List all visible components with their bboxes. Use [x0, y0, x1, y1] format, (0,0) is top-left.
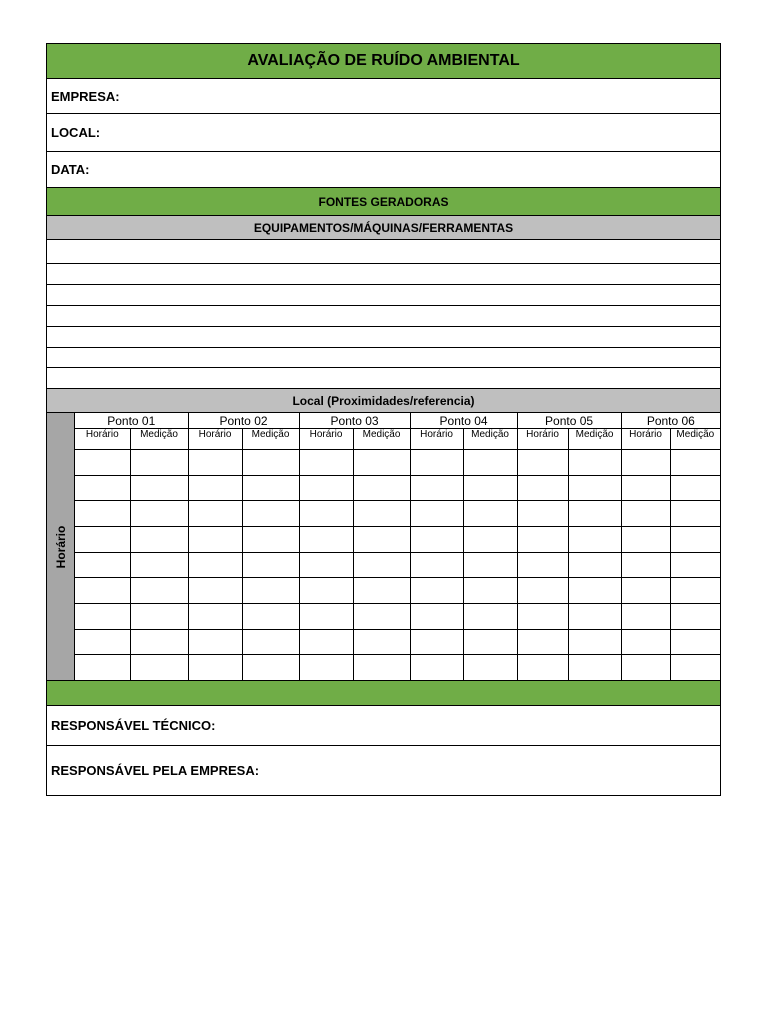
medicao-cell[interactable]	[353, 475, 410, 501]
horario-cell[interactable]	[410, 450, 463, 476]
horario-cell[interactable]	[188, 629, 242, 655]
horario-cell[interactable]	[621, 501, 670, 527]
horario-cell[interactable]	[410, 578, 463, 604]
horario-cell[interactable]	[75, 552, 130, 578]
horario-cell[interactable]	[621, 629, 670, 655]
medicao-cell[interactable]	[353, 450, 410, 476]
medicao-cell[interactable]	[568, 501, 621, 527]
medicao-cell[interactable]	[463, 527, 517, 553]
medicao-cell[interactable]	[568, 604, 621, 630]
measurement-row	[75, 450, 720, 476]
empresa-field[interactable]	[47, 79, 720, 114]
measurement-row	[75, 501, 720, 527]
medicao-cell[interactable]	[130, 501, 188, 527]
fontes-geradoras-header: FONTES GERADORAS	[47, 188, 720, 216]
horario-cell[interactable]	[75, 604, 130, 630]
horario-subheader: Horário	[299, 429, 353, 450]
medicao-cell[interactable]	[568, 552, 621, 578]
measurement-row	[75, 655, 720, 680]
form-title: AVALIAÇÃO DE RUÍDO AMBIENTAL	[47, 44, 720, 79]
medicao-cell[interactable]	[242, 552, 299, 578]
local-label: LOCAL:	[51, 125, 101, 140]
medicao-cell[interactable]	[353, 629, 410, 655]
medicao-cell[interactable]	[463, 578, 517, 604]
medicao-cell[interactable]	[353, 552, 410, 578]
medicao-cell[interactable]	[670, 527, 720, 553]
ponto-header: Ponto 03	[299, 413, 410, 429]
medicao-cell[interactable]	[568, 578, 621, 604]
measurement-row	[75, 629, 720, 655]
medicao-cell[interactable]	[353, 578, 410, 604]
medicao-cell[interactable]	[130, 578, 188, 604]
horario-cell[interactable]	[410, 629, 463, 655]
measurement-grid	[47, 413, 720, 681]
medicao-cell[interactable]	[353, 655, 410, 680]
medicao-cell[interactable]	[463, 552, 517, 578]
horario-cell[interactable]	[188, 604, 242, 630]
horario-cell[interactable]	[621, 604, 670, 630]
local-field[interactable]	[47, 114, 720, 152]
medicao-cell[interactable]	[130, 604, 188, 630]
medicao-cell[interactable]	[353, 527, 410, 553]
horario-cell[interactable]	[299, 501, 353, 527]
medicao-cell[interactable]	[242, 475, 299, 501]
horario-side-label: Horário	[47, 413, 75, 680]
medicao-subheader: Medição	[670, 429, 720, 450]
equipamento-row[interactable]	[47, 348, 720, 368]
measurement-row	[75, 475, 720, 501]
medicao-cell[interactable]	[568, 527, 621, 553]
medicao-cell[interactable]	[130, 527, 188, 553]
medicao-cell[interactable]	[670, 629, 720, 655]
horario-cell[interactable]	[75, 475, 130, 501]
horario-cell[interactable]	[188, 501, 242, 527]
horario-cell[interactable]	[188, 450, 242, 476]
medicao-subheader: Medição	[568, 429, 621, 450]
horario-cell[interactable]	[621, 450, 670, 476]
equipamento-row[interactable]	[47, 285, 720, 306]
horario-cell[interactable]	[188, 475, 242, 501]
horario-subheader: Horário	[517, 429, 568, 450]
medicao-cell[interactable]	[670, 501, 720, 527]
medicao-cell[interactable]	[463, 501, 517, 527]
horario-cell[interactable]	[621, 578, 670, 604]
medicao-cell[interactable]	[242, 527, 299, 553]
horario-cell[interactable]	[517, 450, 568, 476]
medicao-cell[interactable]	[130, 655, 188, 680]
medicao-cell[interactable]	[463, 475, 517, 501]
horario-cell[interactable]	[299, 655, 353, 680]
medicao-cell[interactable]	[670, 450, 720, 476]
horario-cell[interactable]	[410, 475, 463, 501]
medicao-subheader: Medição	[463, 429, 517, 450]
local-proximidades-header: Local (Proximidades/referencia)	[47, 389, 720, 413]
medicao-cell[interactable]	[670, 475, 720, 501]
ponto-header: Ponto 01	[75, 413, 188, 429]
medicao-cell[interactable]	[242, 578, 299, 604]
equipamento-row[interactable]	[47, 264, 720, 285]
horario-cell[interactable]	[410, 655, 463, 680]
horario-cell[interactable]	[517, 501, 568, 527]
horario-cell[interactable]	[517, 629, 568, 655]
horario-cell[interactable]	[410, 552, 463, 578]
equipamento-row[interactable]	[47, 368, 720, 389]
equipamentos-header: EQUIPAMENTOS/MÁQUINAS/FERRAMENTAS	[47, 216, 720, 240]
medicao-subheader: Medição	[242, 429, 299, 450]
horario-cell[interactable]	[75, 501, 130, 527]
medicao-cell[interactable]	[242, 450, 299, 476]
horario-cell[interactable]	[188, 527, 242, 553]
horario-cell[interactable]	[188, 655, 242, 680]
horario-cell[interactable]	[517, 655, 568, 680]
responsavel-tecnico-field[interactable]	[47, 706, 720, 746]
horario-cell[interactable]	[621, 655, 670, 680]
horario-cell[interactable]	[299, 629, 353, 655]
measurement-row	[75, 578, 720, 604]
equipamento-row[interactable]	[47, 327, 720, 348]
medicao-cell[interactable]	[463, 450, 517, 476]
horario-cell[interactable]	[75, 450, 130, 476]
horario-cell[interactable]	[299, 527, 353, 553]
empresa-label: EMPRESA:	[51, 88, 120, 104]
medicao-cell[interactable]	[353, 501, 410, 527]
horario-cell[interactable]	[188, 552, 242, 578]
medicao-cell[interactable]	[463, 629, 517, 655]
horario-cell[interactable]	[517, 475, 568, 501]
data-label: DATA:	[51, 162, 90, 177]
equipamento-row[interactable]	[47, 240, 720, 264]
medicao-cell[interactable]	[670, 552, 720, 578]
horario-cell[interactable]	[299, 552, 353, 578]
medicao-cell[interactable]	[242, 604, 299, 630]
horario-subheader: Horário	[621, 429, 670, 450]
medicao-cell[interactable]	[670, 655, 720, 680]
horario-cell[interactable]	[75, 655, 130, 680]
noise-evaluation-form	[46, 43, 721, 796]
responsavel-empresa-field[interactable]	[47, 746, 720, 795]
horario-cell[interactable]	[517, 604, 568, 630]
horario-subheader: Horário	[75, 429, 130, 450]
medicao-cell[interactable]	[353, 604, 410, 630]
ponto-header: Ponto 05	[517, 413, 621, 429]
ponto-header: Ponto 04	[410, 413, 517, 429]
responsavel-empresa-label: RESPONSÁVEL PELA EMPRESA:	[51, 763, 260, 778]
horario-cell[interactable]	[299, 578, 353, 604]
horario-cell[interactable]	[188, 578, 242, 604]
medicao-cell[interactable]	[130, 475, 188, 501]
medicao-cell[interactable]	[242, 655, 299, 680]
horario-cell[interactable]	[75, 578, 130, 604]
horario-cell[interactable]	[621, 475, 670, 501]
horario-cell[interactable]	[621, 552, 670, 578]
medicao-cell[interactable]	[130, 552, 188, 578]
ponto-header: Ponto 02	[188, 413, 299, 429]
measurement-row	[75, 604, 720, 630]
medicao-cell[interactable]	[568, 450, 621, 476]
medicao-cell[interactable]	[568, 655, 621, 680]
horario-cell[interactable]	[517, 527, 568, 553]
measurement-row	[75, 527, 720, 553]
horario-cell[interactable]	[299, 475, 353, 501]
medicao-cell[interactable]	[242, 501, 299, 527]
medicao-cell[interactable]	[463, 655, 517, 680]
horario-cell[interactable]	[75, 527, 130, 553]
medicao-subheader: Medição	[130, 429, 188, 450]
horario-cell[interactable]	[517, 578, 568, 604]
responsavel-tecnico-label: RESPONSÁVEL TÉCNICO:	[51, 718, 216, 733]
medicao-cell[interactable]	[463, 604, 517, 630]
horario-subheader: Horário	[410, 429, 463, 450]
horario-cell[interactable]	[621, 527, 670, 553]
horario-cell[interactable]	[75, 629, 130, 655]
measurement-table	[75, 413, 720, 680]
medicao-cell[interactable]	[130, 450, 188, 476]
horario-cell[interactable]	[517, 552, 568, 578]
horario-cell[interactable]	[410, 501, 463, 527]
medicao-cell[interactable]	[568, 475, 621, 501]
data-field[interactable]	[47, 152, 720, 188]
green-separator	[47, 681, 720, 706]
horario-cell[interactable]	[410, 527, 463, 553]
horario-cell[interactable]	[299, 604, 353, 630]
medicao-cell[interactable]	[130, 629, 188, 655]
ponto-header: Ponto 06	[621, 413, 720, 429]
measurement-row	[75, 552, 720, 578]
medicao-cell[interactable]	[568, 629, 621, 655]
medicao-subheader: Medição	[353, 429, 410, 450]
medicao-cell[interactable]	[670, 604, 720, 630]
medicao-cell[interactable]	[242, 629, 299, 655]
medicao-cell[interactable]	[670, 578, 720, 604]
horario-subheader: Horário	[188, 429, 242, 450]
horario-cell[interactable]	[410, 604, 463, 630]
horario-cell[interactable]	[299, 450, 353, 476]
equipamento-row[interactable]	[47, 306, 720, 327]
